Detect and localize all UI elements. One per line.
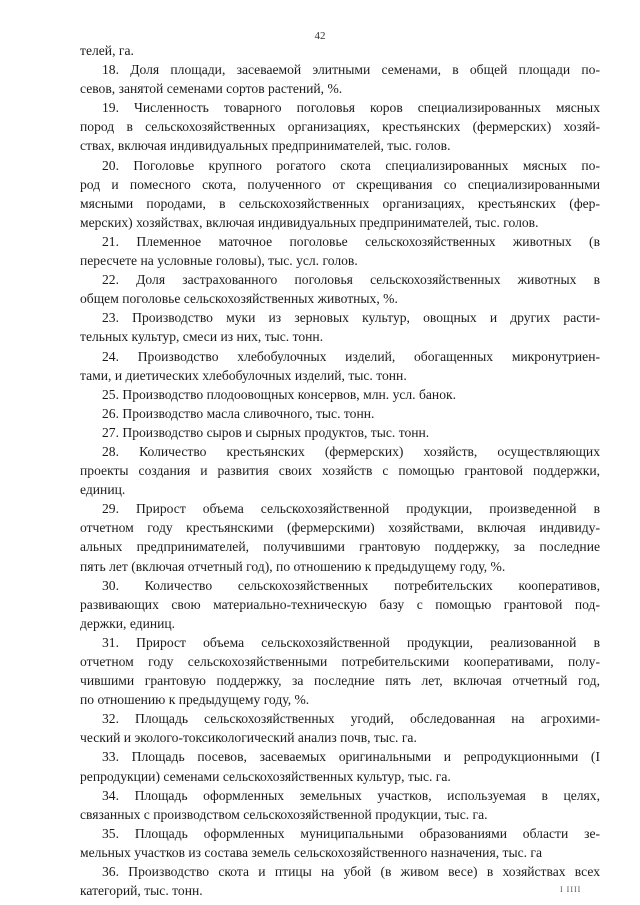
paragraph [80,576,600,633]
text-line: 29. Прирост объема сельскохозяйственной продукции, произведенной в [102,501,600,517]
text-line: 18. Доля площади, засеваемой элитными семенами, в общей площади по- [102,62,600,78]
paragraph [80,786,600,824]
text-line: общем поголовье сельскохозяйственных животных, %. [80,291,398,307]
text-line: чившими грантовую поддержку, за последние пять лет, включая отчетный год, [80,673,600,689]
paragraph [80,385,600,404]
paragraph [80,270,600,308]
text-line: 34. Площадь оформленных земельных участков, используемая в целях, [102,787,600,803]
text-line: по отношению к предыдущему году, %. [80,692,310,708]
text-line: репродукции) семенами сельскохозяйственных культур, тыс. га. [80,768,451,784]
paragraph [80,156,600,232]
text-line: 25. Производство плодоовощных консервов, млн. усл. банок. [102,386,457,402]
paragraph [80,499,600,575]
paragraph [80,232,600,270]
text-line: ческий и эколого-токсикологический анализ почв, тыс. га. [80,730,417,746]
text-line: проекты создания и развития своих хозяйств с помощью грантовой поддержки, [80,463,600,479]
paragraph [80,747,600,785]
text-line: мерских) хозяйствах, включая индивидуальных предпринимателей, тыс. голов. [80,214,539,230]
paragraph [80,347,600,385]
text-line: 19. Численность товарного поголовья коров специализированных мясных [102,100,600,116]
page-number: 42 [314,30,326,42]
paragraph [80,862,600,900]
text-line: 36. Производство скота и птицы на убой (в живом весе) в хозяйствах всех [102,864,600,880]
paragraph [80,633,600,709]
text-line: пород в сельскохозяйственных организациях, крестьянских (фермерских) хозяй- [80,119,600,135]
text-line: род и помесного скота, полученного от скрещивания со специализированными [80,176,600,192]
text-line: альных предпринимателей, получившими грантовую поддержку, за последние [80,539,600,555]
text-line: пять лет (включая отчетный год), по отношению к предыдущему году, %. [80,558,506,574]
text-line: 27. Производство сыров и сырных продуктов, тыс. тонн. [102,424,430,440]
text-line: 31. Прирост объема сельскохозяйственной продукции, реализованной в [102,634,600,650]
text-line: отчетном году крестьянскими (фермерскими) хозяйствами, включая индивиду- [80,520,600,536]
text-line: держки, единиц. [80,615,176,631]
text-line: 23. Производство муки из зерновых культур, овощных и других расти- [102,310,600,326]
paragraph [80,824,600,862]
text-line: тельных культур, смеси из них, тыс. тонн. [80,329,324,345]
paragraph [80,404,600,423]
text-line: отчетном году сельскохозяйственными потребительскими кооперативами, полу- [80,654,600,669]
text-line: мельных участков из состава земель сельскохозяйственного назначения, тыс. га [80,844,543,860]
text-line: связанных с производством сельскохозяйственной продукции, тыс. га. [80,806,488,822]
paragraph [80,423,600,442]
paragraph [80,60,600,98]
text-line: 24. Производство хлебобулочных изделий, обогащенных микронутриен- [102,348,600,364]
text-line: 26. Производство масла сливочного, тыс. тонн. [102,405,375,421]
text-line: 30. Количество сельскохозяйственных потребительских кооперативов, [102,577,600,593]
text-line: развивающих свою материально-техническую базу с помощью грантовой под- [80,596,600,612]
text-line: пересчете на условные головы), тыс. усл. голов. [80,253,358,269]
text-line: 35. Площадь оформленных муниципальными образованиями области зе- [102,825,600,841]
text-line: 22. Доля застрахованного поголовья сельскохозяйственных животных в [102,272,600,288]
text-line: 20. Поголовье крупного рогатого скота специализированных мясных по- [102,157,600,173]
text-line: категорий, тыс. тонн. [80,883,203,899]
document-body [80,41,600,900]
paragraph [80,442,600,499]
text-line: тами, и диетических хлебобулочных изделий, тыс. тонн. [80,367,407,383]
text-line: севов, занятой семенами сортов растений, %. [80,81,343,97]
footer-mark: I IIII [560,885,582,894]
text-line: 21. Племенное маточное поголовье сельскохозяйственных животных (в [102,233,600,249]
text-line: единиц. [80,482,126,498]
text-line: ствах, включая индивидуальных предпринимателей, тыс. голов. [80,138,451,154]
text-line: 33. Площадь посевов, засеваемых оригинальными и репродукционными (I [102,749,600,765]
paragraph [80,98,600,155]
paragraph [80,41,600,60]
paragraph [80,308,600,346]
text-line: телей, га. [80,43,134,58]
text-line: 28. Количество крестьянских (фермерских) хозяйств, осуществляющих [102,443,600,459]
text-line: 32. Площадь сельскохозяйственных угодий, обследованная на агрохими- [102,711,600,727]
text-line: мясными породами, в сельскохозяйственных организациях, крестьянских (фер- [80,195,600,211]
paragraph [80,709,600,747]
